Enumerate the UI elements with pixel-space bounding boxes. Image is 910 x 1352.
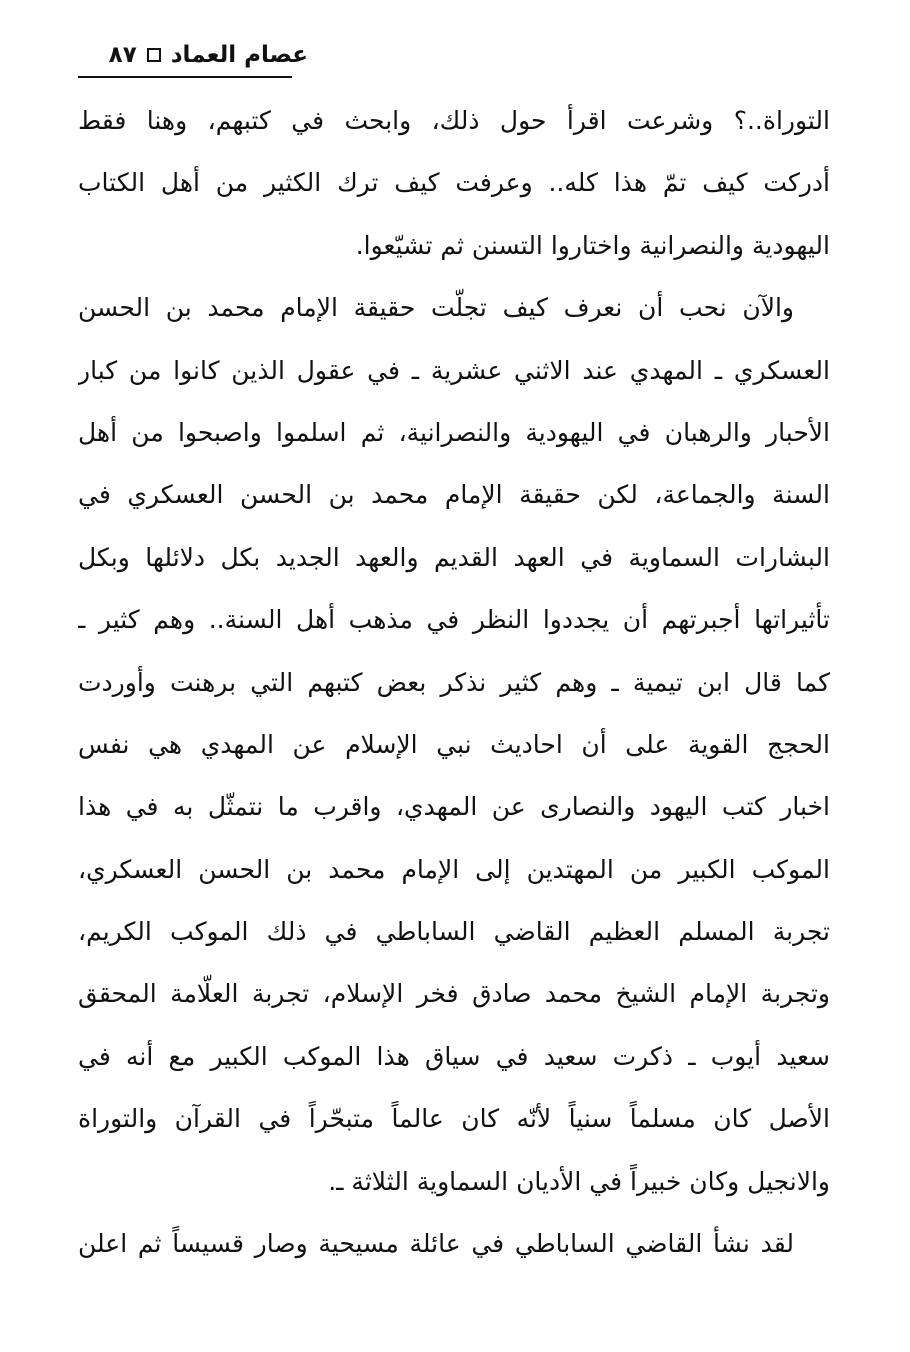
text-line: السنة والجماعة، لكن حقيقة الإمام محمد بن الحسن العسكري في: [78, 480, 830, 510]
text-line: والآن نحب أن نعرف كيف تجلّت حقيقة الإمام محمد بن الحسن: [78, 293, 794, 323]
text-line: العسكري ـ المهدي عند الاثني عشرية ـ في عقول الذين كانوا من كبار: [78, 355, 830, 385]
header-rule: [78, 76, 292, 78]
text-line: الموكب الكبير من المهتدين إلى الإمام محمد بن الحسن العسكري،: [78, 854, 830, 884]
text-line: الأحبار والرهبان في اليهودية والنصرانية، ثم اسلموا واصبحوا من أهل: [78, 417, 830, 447]
square-ornament-icon: [147, 48, 161, 62]
header-title: عصام العماد: [170, 42, 308, 68]
text-line: الأصل كان مسلماً سنياً لأنّه كان عالماً متبحّراً في القرآن والتوراة: [78, 1104, 830, 1134]
text-line: لقد نشأ القاضي الساباطي في عائلة مسيحية وصار قسيساً ثم اعلن: [78, 1229, 794, 1259]
body-text: [78, 90, 830, 1275]
text-line: التوراة..؟ وشرعت اقرأ حول ذلك، وابحث في كتبهم، وهنا فقط: [78, 106, 830, 135]
text-line: تجربة المسلم العظيم القاضي الساباطي في ذلك الموكب الكريم،: [78, 917, 830, 947]
page-number: ٨٧: [108, 42, 137, 68]
text-line: سعيد أيوب ـ ذكرت سعيد في سياق هذا الموكب الكبير مع أنه في: [78, 1041, 830, 1071]
text-line: وتجربة الإمام الشيخ محمد صادق فخر الإسلام، تجربة العلّامة المحقق: [78, 979, 830, 1009]
text-line: كما قال ابن تيمية ـ وهم كثير نذكر بعض كتبهم التي برهنت وأوردت: [78, 667, 830, 697]
text-line: اخبار كتب اليهود والنصارى عن المهدي، واقرب ما نتمثّل به في هذا: [78, 792, 830, 822]
text-line: الحجج القوية على أن احاديث نبي الإسلام عن المهدي هي نفس: [78, 729, 830, 759]
text-line: اليهودية والنصرانية واختاروا التسنن ثم تشيّعوا.: [355, 230, 830, 260]
text-line: والانجيل وكان خبيراً في الأديان السماوية الثلاثة ـ.: [328, 1166, 830, 1196]
text-line: البشارات السماوية في العهد القديم والعهد الجديد بكل دلائلها وبكل: [78, 542, 830, 572]
text-line: تأثيراتها أجبرتهم أن يجددوا النظر في مذهب أهل السنة.. وهم كثير ـ: [78, 605, 830, 635]
running-header: [78, 38, 308, 72]
text-line: أدركت كيف تمّ هذا كله.. وعرفت كيف ترك الكثير من أهل الكتاب: [78, 168, 830, 198]
